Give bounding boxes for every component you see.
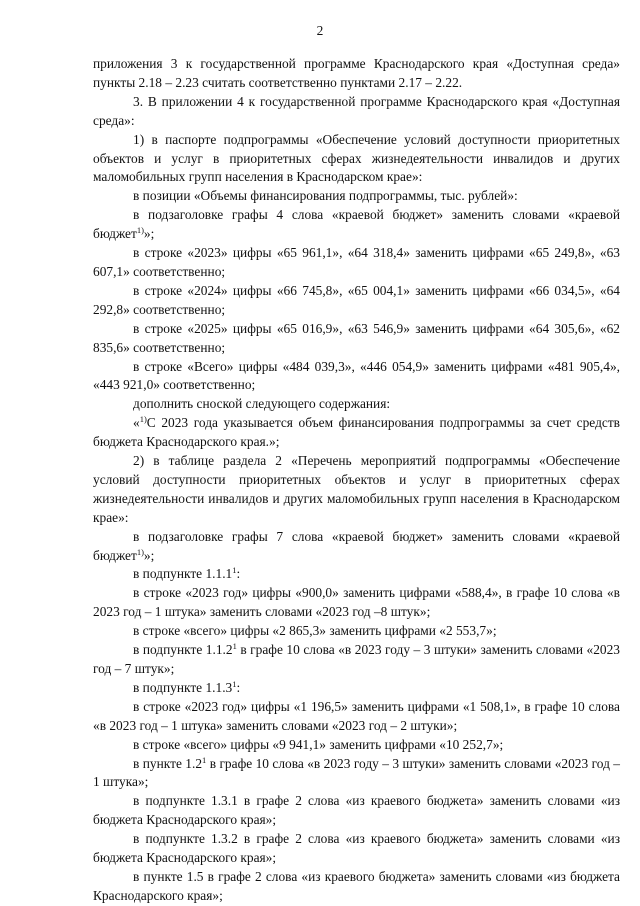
paragraph: [93, 414, 620, 452]
paragraph-text: в подзаголовке графы 7 слова «краевой бюджет» заменить словами «краевой бюджет: [93, 528, 620, 563]
footnote-mark: 1: [202, 754, 207, 765]
paragraph: [93, 565, 620, 584]
paragraph: [93, 679, 620, 698]
paragraph: [93, 206, 620, 244]
footnote-mark: 1): [136, 225, 144, 236]
paragraph-text: »;: [143, 547, 155, 563]
paragraph: в строке «2023 год» цифры «1 196,5» заменить цифрами «1 508,1», в графе 10 слова «в 2023 год – 1 штука» заменить словами «2023 год – 2 штуки»;: [93, 698, 620, 733]
paragraph: в пункте 1.5 в графе 2 слова «из краевого бюджета» заменить словами «из бюджета Краснодарского края»;: [93, 868, 620, 903]
paragraph: в строке «Всего» цифры «484 039,3», «446 054,9» заменить цифрами «481 905,4», «443 921,0» соответственно;: [93, 358, 620, 393]
paragraph-text: в подпункте 1.1.3: [133, 679, 233, 695]
footnote-mark: 1: [232, 678, 237, 689]
paragraph: в позиции «Объемы финансирования подпрограммы, тыс. рублей»:: [133, 188, 518, 204]
paragraph: в строке «2024» цифры «66 745,8», «65 004,1» заменить цифрами «66 034,5», «64 292,8» соответственно;: [93, 282, 620, 317]
paragraph: в подпункте 1.3.1 в графе 2 слова «из краевого бюджета» заменить словами «из бюджета Краснодарского края»;: [93, 793, 620, 828]
paragraph: в подпункте 1.3.2 в графе 2 слова «из краевого бюджета» заменить словами «из бюджета Краснодарского края»;: [93, 831, 620, 866]
paragraph: 3. В приложении 4 к государственной программе Краснодарского края «Доступная среда»:: [93, 93, 620, 128]
paragraph-text: в графе 10 слова «в 2023 году – 3 штуки» заменить словами «2023 год – 7 штук»;: [93, 642, 620, 676]
paragraph-text: в подпункте 1.1.1: [133, 566, 233, 582]
paragraph: дополнить сноской следующего содержания:: [133, 396, 391, 412]
paragraph-text: в графе 10 слова «в 2023 году – 3 штуки» заменить словами «2023 год – 1 штука»;: [93, 755, 620, 790]
page-number: 2: [316, 23, 324, 38]
footnote-mark: 1: [232, 565, 237, 576]
paragraph-text: в пункте 1.2: [133, 755, 203, 771]
paragraph-text: в подпункте 1.1.2: [133, 642, 233, 658]
paragraph: в строке «2025» цифры «65 016,9», «63 546,9» заменить цифрами «64 305,6», «62 835,6» соответственно;: [93, 320, 620, 355]
paragraph: в строке «всего» цифры «9 941,1» заменить цифрами «10 252,7»;: [133, 736, 504, 752]
paragraph: в строке «2023» цифры «65 961,1», «64 318,4» заменить цифрами «65 249,8», «63 607,1» соответственно;: [93, 245, 620, 279]
paragraph: [93, 528, 620, 566]
paragraph: 1) в паспорте подпрограммы «Обеспечение условий доступности приоритетных объектов и услуг в приоритетных сферах жизнедеятельности инвалидов и других маломобильных групп населения в Краснодарском крае»:: [93, 131, 620, 185]
paragraph: в строке «2023 год» цифры «900,0» заменить цифрами «588,4», в графе 10 слова «в 2023 год – 1 штука» заменить словами «2023 год –8 штук»;: [93, 585, 620, 620]
document-body: [93, 55, 620, 906]
paragraph: приложения 3 к государственной программе Краснодарского края «Доступная среда» пункты 2.18 – 2.23 считать соответственно пунктами 2.17 – 2.22.: [93, 56, 620, 90]
paragraph: [93, 641, 620, 679]
paragraph-text: в подзаголовке графы 4 слова «краевой бюджет» заменить словами «краевой бюджет: [93, 207, 620, 242]
paragraph: в строке «всего» цифры «2 865,3» заменить цифрами «2 553,7»;: [133, 623, 497, 639]
footnote-mark: 1): [139, 414, 147, 425]
footnote-mark: 1: [232, 641, 237, 652]
paragraph: [93, 755, 620, 793]
paragraph-text: С 2023 года указывается объем финансирования подпрограммы за счет средств бюджета Краснодарского края.»;: [93, 415, 620, 450]
footnote-mark: 1): [136, 546, 144, 557]
paragraph: 2) в таблице раздела 2 «Перечень мероприятий подпрограммы «Обеспечение условий доступности приоритетных объектов и услуг в приоритетных сферах жизнедеятельности инвалидов и других маломобильных групп населения в Краснодарском крае»:: [93, 453, 620, 525]
paragraph-text: :: [236, 679, 241, 695]
paragraph-text: :: [236, 566, 241, 582]
paragraph-text: «: [133, 415, 140, 431]
paragraph-text: »;: [143, 226, 155, 242]
